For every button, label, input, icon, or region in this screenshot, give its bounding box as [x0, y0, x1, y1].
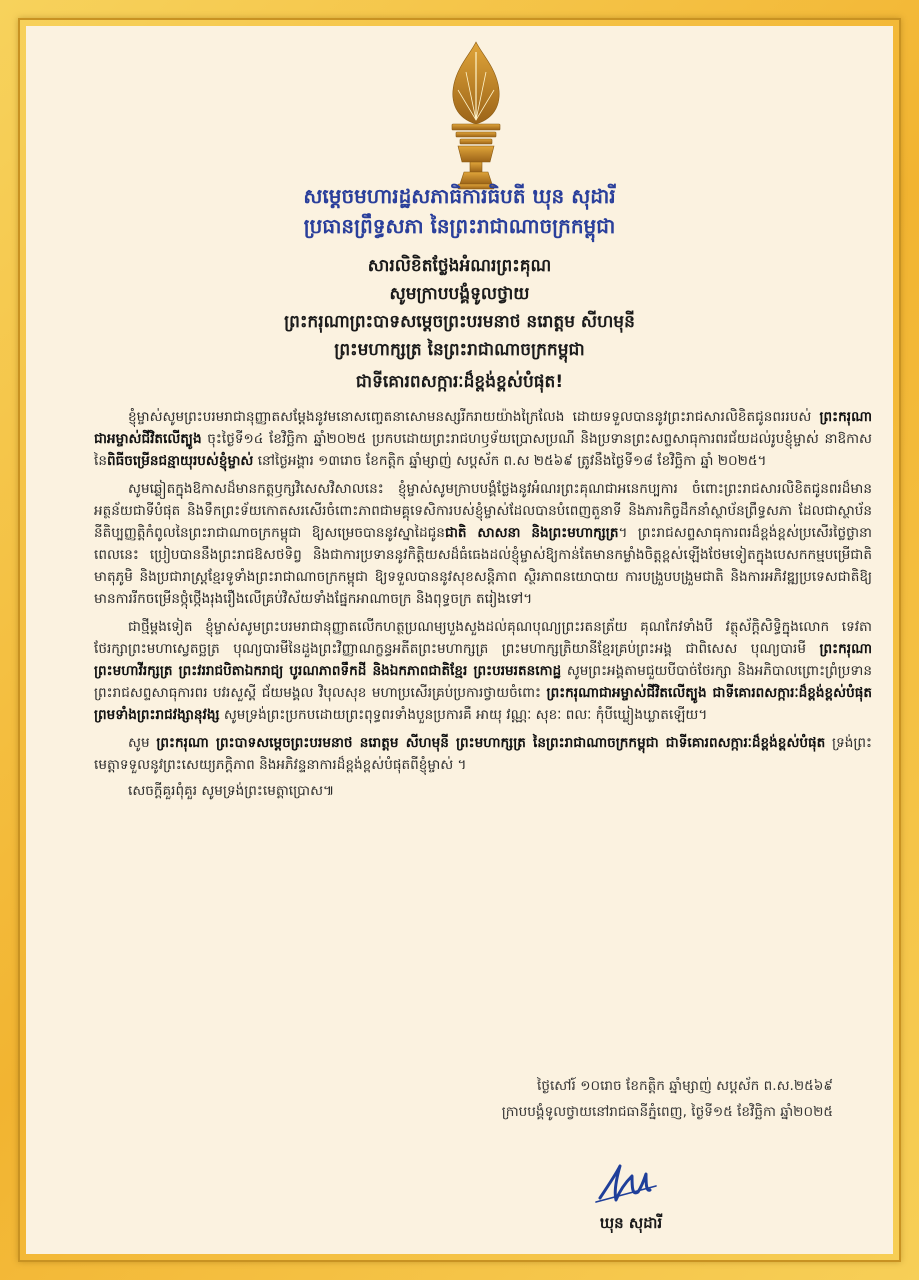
paragraph-bold: ពិធីចម្រើនជន្មាយុរបស់ខ្ញុំម្ចាស់ — [106, 453, 254, 469]
letter-address: សូមក្រាបបង្គំទូលថ្វាយ — [389, 284, 530, 304]
senate-title: ប្រធានព្រឹទ្ធសភា នៃព្រះរាជាណាចក្រកម្ពុជា — [303, 214, 616, 238]
paragraph-text: សូមឆ្លៀតក្នុងឱកាសដ៏មានកត្តឫក្សវិសេសវិសាលនេះ ខ្ញុំម្ចាស់សូមក្រាបបង្គំថ្លែងនូវអំណរព្រះគុណជាអនេកប្បការ ចំពោះព្រះរាជសារលិខិតជូនពរដ៏មានអត្ថន័យជាទីបំផុត និងទឹកព្រះទ័យកោតសរសើរចំពោះភាពជាមគ្គុទេសិការបស់ខ្ញុំម្ចាស់ដែលបានបំពេញតួនាទី និងភារកិច្ចដឹកនាំស្ថាប័នព្រឹទ្ធសភា ដែលជាស្ថាប័ននីតិប្បញ្ញត្តិកំពូលនៃព្រះរាជាណាចក្រកម្ពុជា ឱ្យសម្រេចបាននូវស្នាដៃជូន — [94, 481, 872, 541]
paragraph-text: ទ្រង់ព្រះមេត្តាទទួលនូវព្រះសេយ្យភក្តិភាព និងអភិវន្ទនាការដ៏ខ្ពង់ខ្ពស់បំផុតពីខ្ញុំម្ចាស់ ។ — [94, 735, 872, 773]
paragraph-3 — [94, 616, 872, 726]
paragraph-text: នៅថ្ងៃអង្គារ ១៣រោច ខែកត្តិក ឆ្នាំម្សាញ់ សប្តស័ក ព.ស ២៥៦៩ ត្រូវនឹងថ្ងៃទី១៨ ខែវិច្ឆិកា ឆ្នាំ ២០២៥។ — [253, 453, 767, 469]
paragraph-text: សូមទ្រង់ព្រះប្រកបដោយព្រះពុទ្ធពរទាំងបួនប្រការគឺ អាយុ វណ្ណៈ សុខៈ ពលៈ កុំបីឃ្លៀងឃ្លាតឡើយ។ — [219, 707, 708, 723]
closing-line: សេចក្តីគួរពុំគួរ សូមទ្រង់ព្រះមេត្តាប្រោស៕ — [128, 783, 335, 799]
signer-name: ឃុន សុដារី — [599, 1214, 663, 1232]
recipient-name: ព្រះករុណាព្រះបាទសម្តេចព្រះបរមនាថ នរោត្តម សីហមុនី — [284, 312, 635, 332]
paragraph-4 — [94, 732, 872, 776]
letter-body — [94, 406, 872, 802]
paragraph-bold: ព្រះករុណាជាអម្ចាស់ជីវិតលើត្បូង — [94, 409, 872, 447]
signature-icon — [586, 1146, 676, 1216]
paragraph-bold: ព្រះករុណា ព្រះបាទសម្តេចព្រះបរមនាថ នរោត្តម សីហមុនី ព្រះមហាក្សត្រ នៃព្រះរាជាណាចក្រកម្ពុជា ជាទីគោរពសក្ការៈដ៏ខ្ពង់ខ្ពស់បំផុត — [156, 735, 826, 751]
letter-subject: សារលិខិតថ្លែងអំណរព្រះគុណ — [367, 256, 552, 276]
place-and-date: ក្រាបបង្គំទូលថ្វាយនៅរាជធានីភ្នំពេញ, ថ្ងៃទី១៥ ខែវិច្ឆិកា ឆ្នាំ២០២៥ — [501, 1104, 833, 1120]
senate-president-title: សម្តេចមហារដ្ឋសភាធិការធិបតី ឃុន សុដារី — [303, 184, 616, 208]
paragraph-text: ។ ព្រះរាជសព្ទសាធុការពរដ៏ខ្ពង់ខ្ពស់ប្រសើរថ្លៃថ្លានាពេលនេះ ប្រៀបបាននឹងព្រះរាជឱសថទិព្វ និងជាការប្រទាននូវកិត្តិយសដ៏ធំធេងដល់ខ្ញុំម្ចាស់ឱ្យកាន់តែមានកម្លាំងចិត្តខ្ពស់ឡើងថែមទៀតក្នុងបេសកកម្មបម្រើជាតិ មាតុភូមិ និងប្រជារាស្ត្រខ្មែរទូទាំងព្រះរាជាណាចក្រកម្ពុជា ឱ្យទទួលបាននូវសុខសន្តិភាព ស្ថិរភាពនយោបាយ ការបង្រួបបង្រួមជាតិ និងការអភិវឌ្ឍប្រទេសជាតិឱ្យមានការរីកចម្រើនថ្កុំថ្កើងរុងរឿងលើគ្រប់វិស័យទាំងផ្នែកអាណាចក្រ និងពុទ្ធចក្រ តរៀងទៅ។ — [94, 525, 872, 607]
lunar-date: ថ្ងៃសៅរ៍ ១០រោច ខែកត្តិក ឆ្នាំម្សាញ់ សប្តស័ក ព.ស.២៥៦៩ — [537, 1078, 833, 1094]
recipient-title: ព្រះមហាក្សត្រ នៃព្រះរាជាណាចក្រកម្ពុជា — [334, 340, 585, 360]
salutation: ជាទីគោរពសក្ការៈដ៏ខ្ពង់ខ្ពស់បំផុត! — [355, 372, 564, 392]
paragraph-1 — [94, 406, 872, 472]
letter-sheet — [26, 26, 893, 1254]
paragraph-bold: ជាតិ សាសនា និងព្រះមហាក្សត្រ — [444, 525, 619, 541]
paragraph-bold: ព្រះករុណាព្រះមហាវីរក្សត្រ ព្រះវររាជបិតាឯករាជ្យ បូរណភាពទឹកដី និងឯកភាពជាតិខ្មែរ ព្រះបរមរតនកោដ្ឋ — [94, 641, 872, 679]
paragraph-text: សូមព្រះអង្គតាមជួយបីបាច់ថែរក្សា និងអភិបាលព្រោះព្រំប្រទានព្រះរាជសព្ទសាធុការពរ បវរសួស្តី ជ័យមង្គល វិបុលសុខ មហាប្រសើរគ្រប់ប្រការថ្វាយចំពោះ — [94, 663, 872, 701]
paragraph-2 — [94, 478, 872, 610]
paragraph-text: ចុះថ្ងៃទី១៤ ខែវិច្ឆិកា ឆ្នាំ២០២៥ ប្រកបដោយព្រះរាជហឫទ័យប្រោសប្រណី និងប្រទានព្រះសព្ទសាធុការពរជ័យដល់រូបខ្ញុំម្ចាស់ នាឱកាសនៃ — [94, 431, 872, 469]
senate-emblem-icon — [436, 32, 516, 202]
paragraph-bold: ព្រះករុណាជាអម្ចាស់ជីវិតលើត្បូង ជាទីគោរពសក្ការៈដ៏ខ្ពង់ខ្ពស់បំផុត ព្រមទាំងព្រះរាជវង្សានុវង្ស — [94, 685, 872, 723]
paragraph-text: ខ្ញុំម្ចាស់សូមព្រះបរមរាជានុញ្ញាតសម្តែងនូវមនោសញ្ចេតនាសោមនស្សរីករាយយ៉ាងក្រៃលែង ដោយទទួលបាននូវព្រះរាជសារលិខិតជូនពររបស់ — [128, 409, 820, 425]
paragraph-text: ជាថ្មីម្តងទៀត ខ្ញុំម្ចាស់សូមព្រះបរមរាជានុញ្ញាតលើកហត្ថប្រណម្យបួងសួងដល់គុណបុណ្យព្រះរតនត្រ័យ គុណកែវទាំងបី វត្ថុស័ក្តិសិទ្ធិក្នុងលោក ទេវតាថែរក្សាព្រះមហាស្វេតច្ឆត្រ បុណ្យបារមីនៃដួងព្រះវិញ្ញាណក្ខន្ធអតីតព្រះមហាក្សត្រ ព្រះមហាក្សត្រិយានីខ្មែរគ្រប់ព្រះអង្គ ជាពិសេស បុណ្យបារមី — [94, 619, 872, 657]
paragraph-text: សូម — [128, 735, 157, 751]
